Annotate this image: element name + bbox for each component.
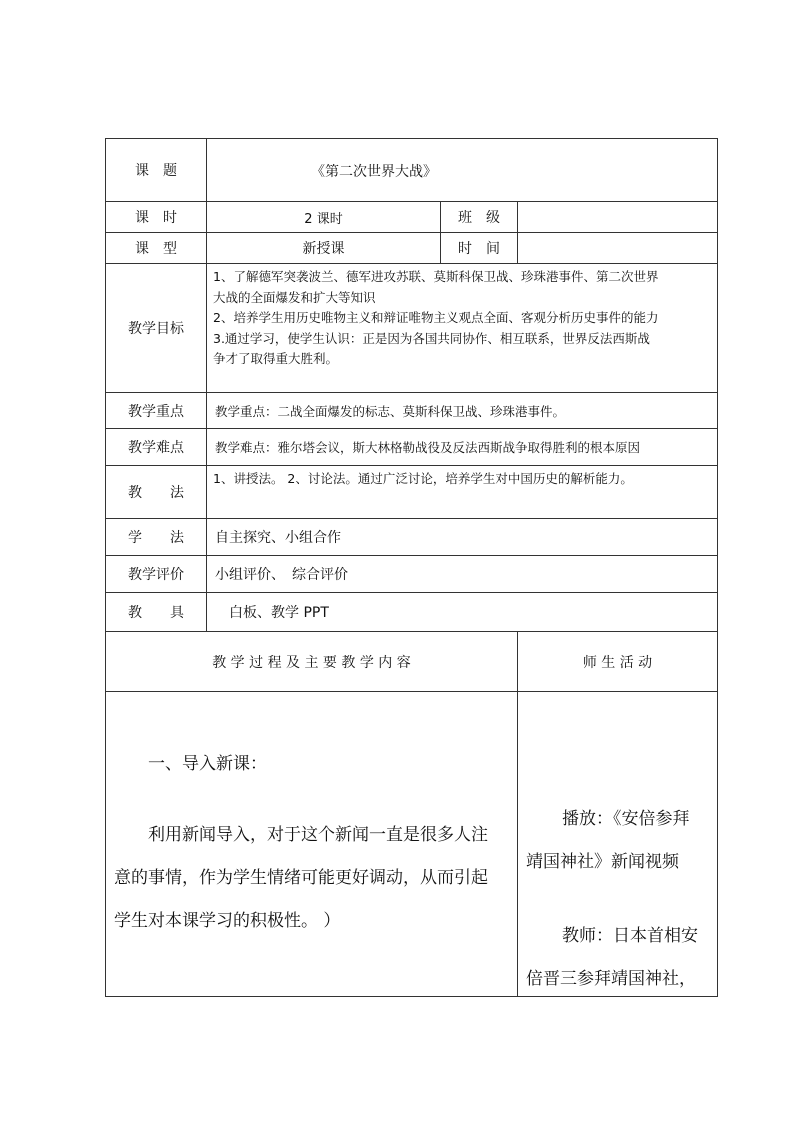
process-header-left-label: 教 学 过 程 及 主 要 教 学 内 容 [212, 654, 411, 671]
focus-value-cell [206, 392, 718, 429]
study-label: 学 法 [128, 530, 184, 546]
goals-label: 教学目标 [128, 321, 184, 337]
study-value: 自主探究、小组合作 [215, 530, 341, 546]
difficulty-value: 教学难点：雅尔塔会议，斯大林格勒战役及反法西斯战争取得胜利的根本原因 [215, 440, 641, 455]
time-label: 时 间 [458, 241, 500, 257]
process-header-right-label: 师 生 活 动 [582, 654, 653, 671]
hours-value: 2 课时 [304, 211, 343, 227]
type-value-cell [206, 232, 441, 264]
activity-line: 教师：日本首相安 [562, 926, 698, 946]
topic-value-cell [206, 138, 718, 202]
intro-para-line: 利用新闻导入，对于这个新闻一直是很多人注 [148, 825, 488, 845]
time-value-cell [517, 232, 718, 264]
tools-value: 白板、教学 PPT [229, 605, 329, 621]
goal-line: 2、培养学生用历史唯物主义和辩证唯物主义观点全面、客观分析历史事件的能力 [213, 310, 659, 325]
process-header-left [105, 631, 518, 692]
class-label-cell [440, 201, 518, 233]
intro-para-line: 学生对本课学习的积极性。 ） [114, 911, 341, 931]
goal-line: 争才了取得重大胜利。 [213, 351, 339, 366]
tools-label: 教 具 [128, 605, 184, 621]
type-value: 新授课 [302, 241, 345, 257]
topic-label-cell [105, 138, 207, 202]
difficulty-label: 教学难点 [128, 440, 184, 456]
method-label: 教 法 [128, 485, 184, 501]
focus-value: 教学重点：二战全面爆发的标志、莫斯科保卫战、珍珠港事件。 [215, 403, 566, 419]
class-value-cell [517, 201, 718, 233]
difficulty-label-cell [105, 428, 207, 466]
eval-value: 小组评价、 综合评价 [215, 567, 348, 583]
topic-value: 《第二次世界大战》 [311, 164, 437, 180]
activity-line: 靖国神社》新闻视频 [526, 852, 679, 872]
goal-line: 大战的全面爆发和扩大等知识 [213, 289, 376, 305]
study-value-cell [206, 518, 718, 556]
goals-label-cell [105, 263, 207, 393]
tools-value-cell [206, 592, 718, 632]
class-label: 班 级 [458, 210, 500, 226]
focus-label-cell [105, 392, 207, 429]
study-label-cell [105, 518, 207, 556]
hours-value-cell [206, 201, 441, 233]
goal-line: 3.通过学习，使学生认识：正是因为各国共同协作、相互联系，世界反法西斯战 [213, 330, 650, 346]
process-header-right [517, 631, 718, 692]
eval-label-cell [105, 555, 207, 593]
goal-line: 1、了解德军突袭波兰、德军进攻苏联、莫斯科保卫战、珍珠港事件、第二次世界 [213, 269, 659, 284]
intro-para-line: 意的事情，作为学生情绪可能更好调动，从而引起 [114, 868, 488, 888]
hours-label-cell [105, 201, 207, 233]
process-left-cell [105, 691, 518, 997]
goals-value-cell [206, 263, 718, 393]
method-value: 1、讲授法。 2、讨论法。通过广泛讨论，培养学生对中国历史的解析能力。 [213, 471, 633, 486]
process-right-cell [517, 691, 718, 997]
activity-line: 倍晋三参拜靖国神社， [526, 969, 696, 989]
eval-label: 教学评价 [128, 567, 184, 583]
hours-label: 课 时 [135, 210, 177, 226]
tools-label-cell [105, 592, 207, 632]
activity-line: 播放：《安倍参拜 [562, 809, 690, 829]
type-label-cell [105, 232, 207, 264]
topic-label: 课 题 [135, 163, 177, 179]
method-label-cell [105, 465, 207, 519]
type-label: 课 型 [135, 241, 177, 257]
intro-heading: 一、导入新课： [148, 754, 267, 774]
difficulty-value-cell [206, 428, 718, 466]
time-label-cell [440, 232, 518, 264]
method-value-cell [206, 465, 718, 519]
eval-value-cell [206, 555, 718, 593]
focus-label: 教学重点 [128, 403, 184, 420]
